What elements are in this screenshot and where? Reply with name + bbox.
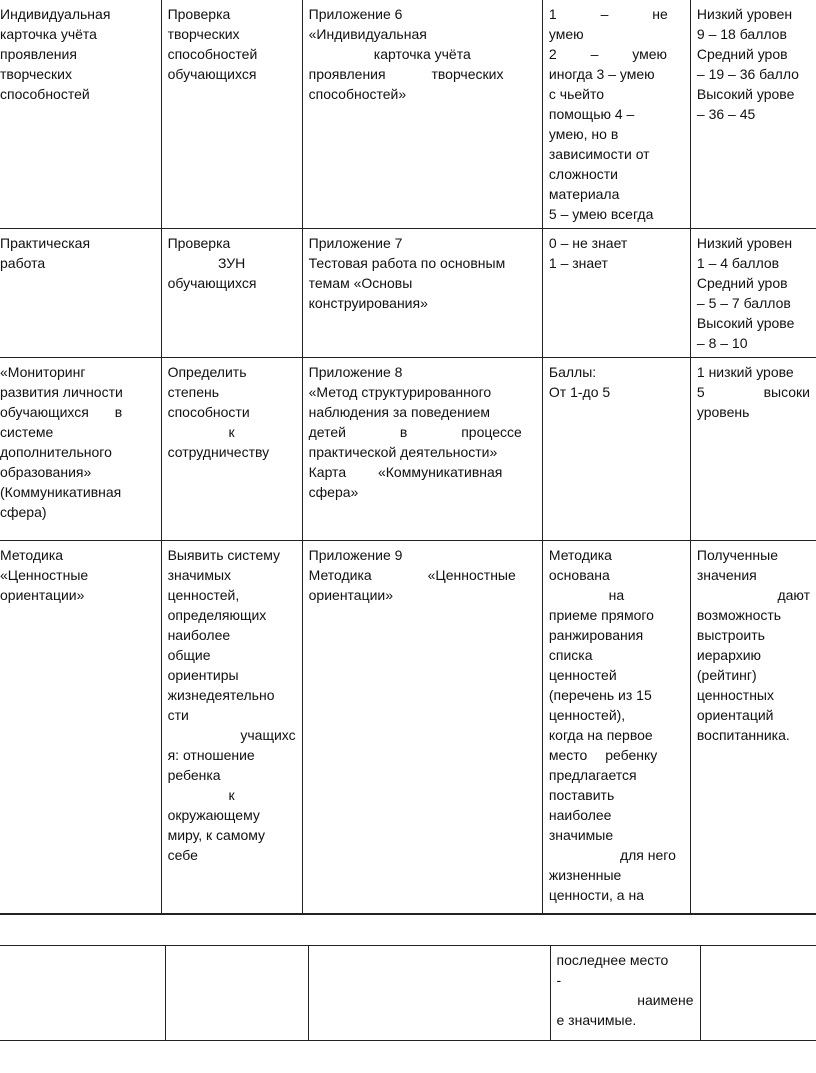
appendix-cell: Приложение 6 «Индивидуальная карточка учёта проявления творческих способностей» <box>302 0 542 229</box>
levels-cell: Низкий уровен 1 – 4 баллов Средний уров – 5 – 7 баллов Высокий урове – 8 – 10 <box>690 229 816 358</box>
method-cell: Практическая работа <box>0 229 161 358</box>
levels-cell: Полученные значения дают возможность выстроить иерархию (рейтинг) ценностных ориентаций воспитанника. <box>690 541 816 915</box>
purpose-cell: Выявить систему значимых ценностей, определяющих наиболее общие ориентиры жизнедеятельно сти учащихс я: отношение ребенка к окружающему миру, к самому себе <box>161 541 302 915</box>
method-cell: Методика «Ценностные ориентации» <box>0 541 161 915</box>
levels-cell: 1 низкий урове 5 высоки уровень <box>690 358 816 541</box>
appendix-cell: Приложение 7 Тестовая работа по основным темам «Основы конструирования» <box>302 229 542 358</box>
page-break-line <box>0 913 816 914</box>
assessment-table-continued <box>0 945 816 1041</box>
criteria-cell: 0 – не знает 1 – знает <box>542 229 690 358</box>
appendix-cell: Приложение 9 Методика «Ценностные ориентации» <box>302 541 542 915</box>
purpose-cell: Проверка ЗУН обучающихся <box>161 229 302 358</box>
method-cell: «Мониторинг развития личности обучающихся в системе дополнительного образования» (Коммуникативная сфера) <box>0 358 161 541</box>
criteria-cell: 1 – не умею 2 – умею иногда 3 – умею с чьейто помощью 4 – умею, но в зависимости от сложности материала 5 – умею всегда <box>542 0 690 229</box>
levels-cell <box>700 946 816 1041</box>
table-row <box>0 541 816 915</box>
table-row <box>0 229 816 358</box>
method-cell <box>0 946 165 1041</box>
levels-cell: Низкий уровен 9 – 18 баллов Средний уров – 19 – 36 балло Высокий урове – 36 – 45 <box>690 0 816 229</box>
purpose-cell: Определить степень способности к сотрудничеству <box>161 358 302 541</box>
table-row <box>0 0 816 229</box>
criteria-cell: Баллы: От 1-до 5 <box>542 358 690 541</box>
appendix-cell <box>308 946 550 1041</box>
criteria-cell: Методика основана на приеме прямого ранжирования списка ценностей (перечень из 15 ценностей), когда на первое место ребенку предлагается поставить наиболее значимые для него жизненные ценности, а на <box>542 541 690 915</box>
purpose-cell <box>165 946 308 1041</box>
table-row <box>0 946 816 1041</box>
appendix-cell: Приложение 8 «Метод структурированного наблюдения за поведением детей в процессе практической деятельности» Карта «Коммуникативная сфера» <box>302 358 542 541</box>
criteria-cell: последнее место - наимене е значимые. <box>550 946 700 1041</box>
purpose-cell: Проверка творческих способностей обучающихся <box>161 0 302 229</box>
method-cell: Индивидуальная карточка учёта проявления творческих способностей <box>0 0 161 229</box>
table-row <box>0 358 816 541</box>
